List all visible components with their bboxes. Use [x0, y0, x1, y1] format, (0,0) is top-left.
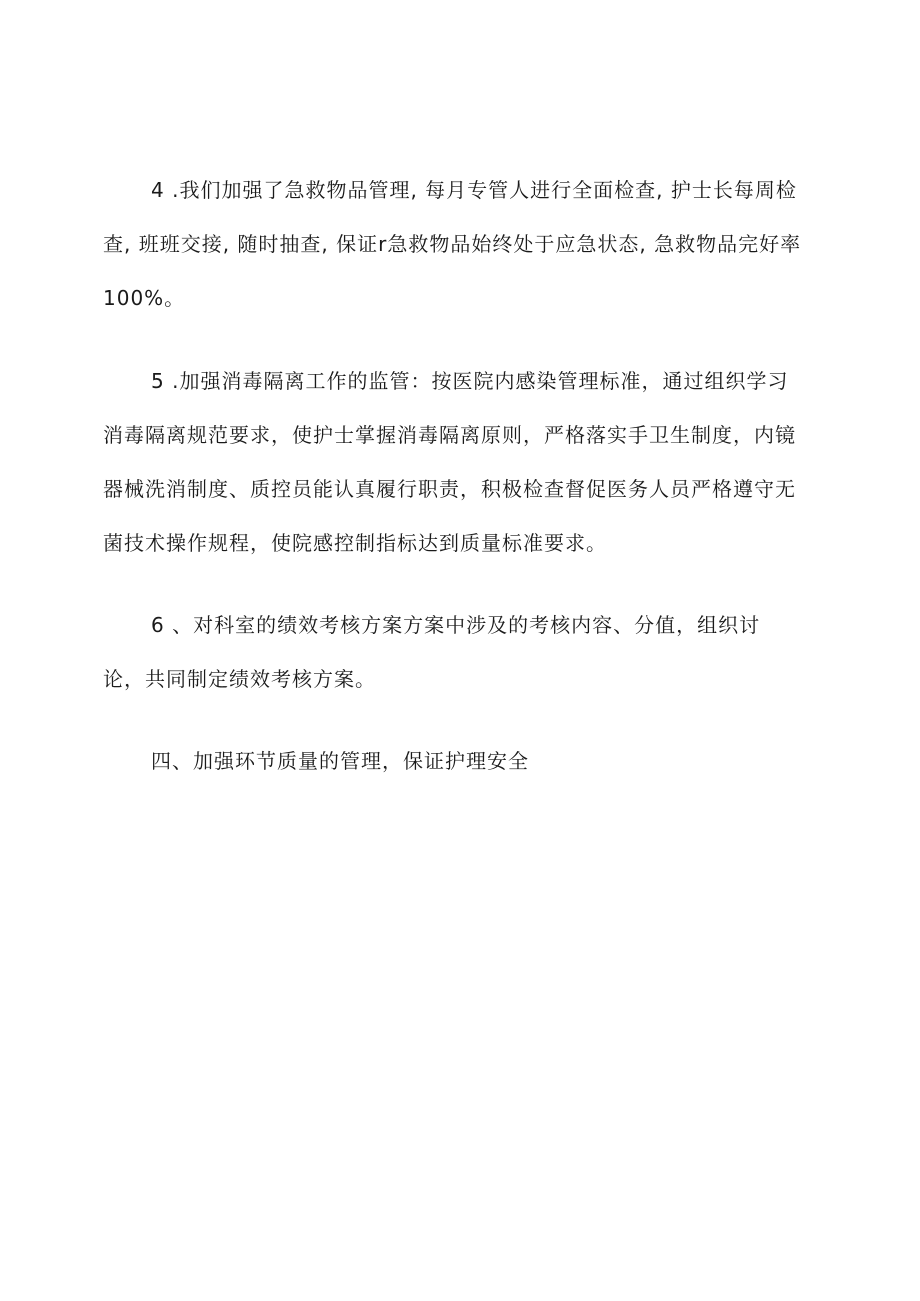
- section-heading-text: 四、加强环节质量的管理，保证护理安全: [151, 749, 529, 773]
- paragraph-line: 6 、对科室的绩效考核方案方案中涉及的考核内容、分值，组织讨: [151, 613, 761, 637]
- paragraph-line: 5 .加强消毒隔离工作的监管：按医院内感染管理标准，通过组织学习: [151, 369, 789, 393]
- section-heading: [103, 734, 809, 788]
- paragraph-line: 器械洗消制度、质控员能认真履行职责，积极检查督促医务人员严格遵守无: [103, 477, 796, 501]
- paragraph-line: 菌技术操作规程，使院感控制指标达到质量标准要求。: [103, 531, 607, 555]
- paragraph-item-4: [103, 163, 809, 325]
- paragraph-item-5: [103, 354, 809, 570]
- paragraph-line: 4 .我们加强了急救物品管理, 每月专管人进行全面检查, 护士长每周检: [151, 178, 797, 202]
- paragraph-line: 查, 班班交接, 随时抽查, 保证r急救物品始终处于应急状态, 急救物品完好率: [103, 232, 802, 256]
- paragraph-line: 消毒隔离规范要求，使护士掌握消毒隔离原则，严格落实手卫生制度，内镜: [103, 423, 796, 447]
- paragraph-line: 论，共同制定绩效考核方案。: [103, 667, 376, 691]
- paragraph-line: 100%。: [103, 286, 186, 310]
- paragraph-item-6: [103, 598, 809, 706]
